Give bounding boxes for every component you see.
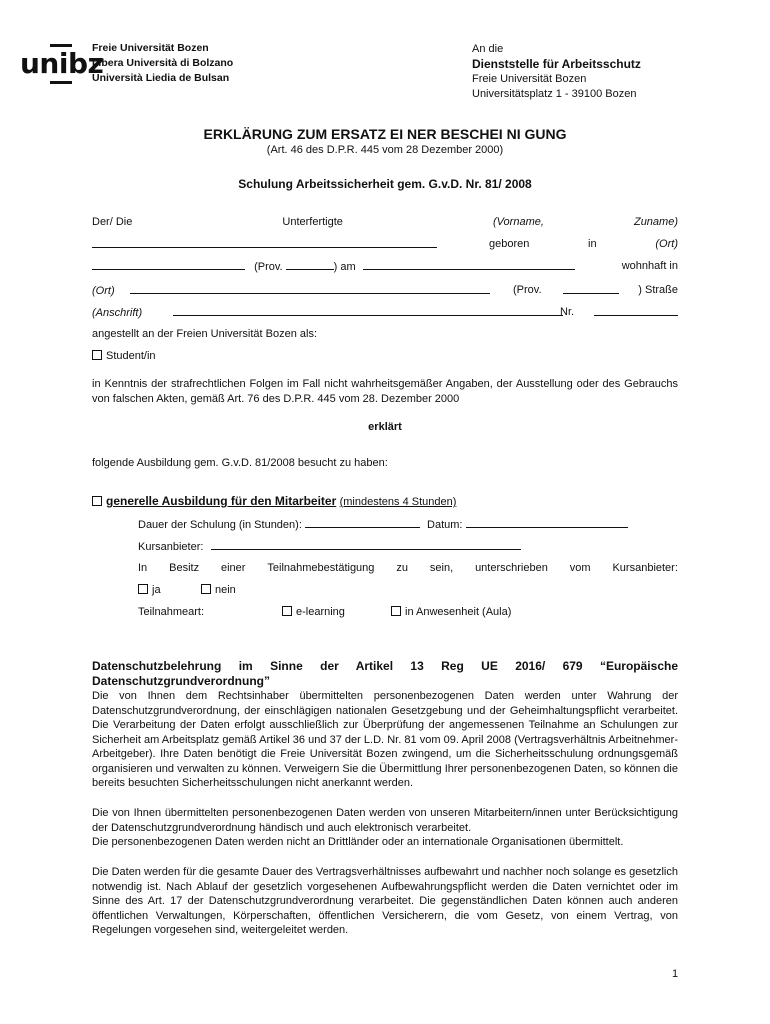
besitz-row: [138, 562, 678, 574]
besitz-word: sein,: [429, 562, 454, 574]
provider-row: [138, 540, 521, 553]
privacy-heading: Datenschutzbelehrung im Sinne der Artikel 13 Reg UE 2016/ 679 “Europäische Datenschutzgrundverordnung”: [92, 659, 678, 688]
erklaert-heading: erklärt: [368, 421, 402, 433]
prov2-label: (Prov.: [513, 284, 542, 296]
name-field[interactable]: [92, 238, 437, 248]
vorname-label: (Vorname,: [492, 216, 544, 228]
house-number-field[interactable]: [594, 306, 678, 316]
duration-label: Dauer der Schulung (in Stunden):: [138, 519, 302, 531]
form-row-residence: [92, 284, 678, 297]
recipient-address: Universitätsplatz 1 - 39100 Bozen: [472, 88, 637, 100]
form-row-name: [92, 216, 678, 228]
logo-wordmark: unibz: [20, 47, 104, 80]
student-checkbox[interactable]: [92, 350, 102, 360]
in-label: in: [588, 238, 597, 250]
document-title: ERKLÄRUNG ZUM ERSATZ EI NER BESCHEI NI GUNG: [203, 126, 567, 142]
form-row-birth: [92, 238, 678, 251]
course-heading: Schulung Arbeitssicherheit gem. G.v.D. Nr. 81/ 2008: [238, 177, 532, 191]
general-training-note: (mindestens 4 Stunden): [339, 496, 457, 508]
form-row-birthdate: [92, 260, 678, 273]
besitz-word: zu: [396, 562, 408, 574]
elearning-option[interactable]: [282, 606, 345, 618]
prov-label: (Prov.: [254, 261, 283, 273]
am-label: ) am: [333, 261, 356, 273]
nein-option[interactable]: [201, 584, 236, 596]
student-option[interactable]: [92, 350, 156, 362]
teilnahmeart-label: Teilnahmeart:: [138, 606, 205, 618]
duration-field[interactable]: [305, 518, 420, 528]
ja-option[interactable]: [138, 584, 161, 596]
datum-field[interactable]: [466, 518, 628, 528]
besitz-word: In: [138, 562, 148, 574]
recipient-line1: An die: [472, 43, 504, 55]
birth-place-field[interactable]: [92, 260, 245, 270]
provider-field[interactable]: [211, 540, 521, 550]
residence-place-field[interactable]: [130, 284, 490, 294]
ja-label: ja: [152, 584, 161, 596]
besitz-word: unterschrieben: [475, 562, 548, 574]
training-intro: folgende Ausbildung gem. G.v.D. 81/2008 besucht zu haben:: [92, 457, 388, 469]
general-training-label: generelle Ausbildung für den Mitarbeiter: [106, 494, 337, 508]
nr-label: Nr.: [560, 306, 575, 318]
privacy-paragraph-4: Die Daten werden für die gesamte Dauer des Vertragsverhältnisses aufbewahrt und nachher noch solange es gesetzlich notwendig ist. Nach Ablauf der gesetzlich vorgesehenen Aufbewahrungspflicht werden die Daten vernichtet oder im Sinne des Art. 17 der Datenschutzgrundverordnung verarbeitet. Die gegenständlichen Daten können auch anderen öffentlichen Verwaltungen, Körperschaften, öffentlichen Versicherern, die vom Gesetz, von einem Vertrag, von Regelungen vorgesehen sind, weitergeleitet werden.: [92, 866, 678, 936]
page-number: 1: [672, 968, 679, 980]
ja-checkbox[interactable]: [138, 584, 148, 594]
besitz-word: einer: [221, 562, 246, 574]
general-training-option[interactable]: [92, 494, 456, 508]
der-die-label: Der/ Die: [92, 216, 133, 228]
logo-bar-bottom: [50, 81, 72, 84]
birth-place-label: (Ort): [655, 238, 678, 250]
unterfertigte-label: Unterfertigte: [282, 216, 343, 228]
duration-row: [138, 518, 628, 531]
wohnhaft-label: wohnhaft in: [621, 260, 678, 272]
strasse-label: ) Straße: [638, 284, 678, 296]
logo-line-de: Freie Universität Bozen: [92, 42, 209, 54]
besitz-word: Besitz: [169, 562, 200, 574]
besitz-word: Kursanbieter:: [612, 562, 678, 574]
anwesenheit-label: in Anwesenheit (Aula): [405, 606, 512, 618]
elearning-checkbox[interactable]: [282, 606, 292, 616]
zuname-label: Zuname): [633, 216, 678, 228]
document-subtitle: (Art. 46 des D.P.R. 445 vom 28 Dezember 2000): [266, 144, 504, 156]
provider-label: Kursanbieter:: [138, 541, 204, 553]
privacy-paragraph-1: Die von Ihnen dem Rechtsinhaber übermittelten personenbezogenen Daten werden unter Wahrung der Datenschutzgrundverordnung, der einschlägigen nationalen Gesetzgebung und der Geheimhaltungspflicht verarbeitet. Die Verarbeitung der Daten erfolgt ausschließlich zur Überprüfung der angemessenen Teilnahme an Schulungen zur Sicherheit am Arbeitsplatz gemäß Artikel 36 und 37 der L.D. Nr. 81 vom 09. April 2008 (Vertragsverhältnis Arbeitnehmer-Arbeitgeber). Ihre Daten benötigt die Freie Universität Bozen zwingend, um die Sicherheitsschulung ordnungsgemäß organisieren und verwalten zu können. Verweigern Sie die Übermittlung Ihrer personenbezogenen Daten, so können die bereits besuchten Sicherheitsschulungen nicht anerkannt werden.: [92, 690, 678, 789]
knowledge-paragraph: in Kenntnis der strafrechtlichen Folgen im Fall nicht wahrheitsgemäßer Angaben, der Ausstellung oder des Gebrauchs von falschen Akten, gemäß Art. 76 des D.P.R. 445 vom 28. Dezember 2000: [92, 378, 678, 405]
angestellt-text: angestellt an der Freien Universität Bozen als:: [92, 328, 318, 340]
form-row-address: [92, 306, 678, 319]
besitz-word: Teilnahmebestätigung: [267, 562, 375, 574]
privacy-paragraph-2: Die von Ihnen übermittelten personenbezogenen Daten werden von unseren Mitarbeitern/innen unter Berücksichtigung der Datenschutzgrundverordnung händisch und auch elektronisch verarbeitet.: [92, 807, 678, 834]
anschrift-label: (Anschrift): [92, 307, 143, 319]
besitz-word: vom: [569, 562, 591, 574]
nein-checkbox[interactable]: [201, 584, 211, 594]
general-training-checkbox[interactable]: [92, 496, 102, 506]
recipient-university: Freie Universität Bozen: [472, 73, 587, 85]
geboren-label: geboren: [489, 238, 530, 250]
address-field[interactable]: [173, 306, 563, 316]
birth-date-field[interactable]: [363, 260, 575, 270]
residence-prov-field[interactable]: [563, 284, 619, 294]
logo-line-lad: Università Liedia de Bulsan: [92, 72, 230, 84]
logo-line-it: Libera Università di Bolzano: [92, 57, 234, 69]
birth-prov-field[interactable]: [286, 260, 334, 270]
anwesenheit-checkbox[interactable]: [391, 606, 401, 616]
student-label: Student/in: [106, 350, 156, 362]
nein-label: nein: [215, 584, 236, 596]
elearning-label: e-learning: [296, 606, 345, 618]
residence-place-label: (Ort): [92, 285, 115, 297]
privacy-paragraph-3: Die personenbezogenen Daten werden nicht an Drittländer oder an internationale Organisationen übermittelt.: [92, 836, 624, 848]
datum-label: Datum:: [427, 519, 463, 531]
recipient-office: Dienststelle für Arbeitsschutz: [472, 57, 641, 71]
anwesenheit-option[interactable]: [391, 606, 511, 618]
